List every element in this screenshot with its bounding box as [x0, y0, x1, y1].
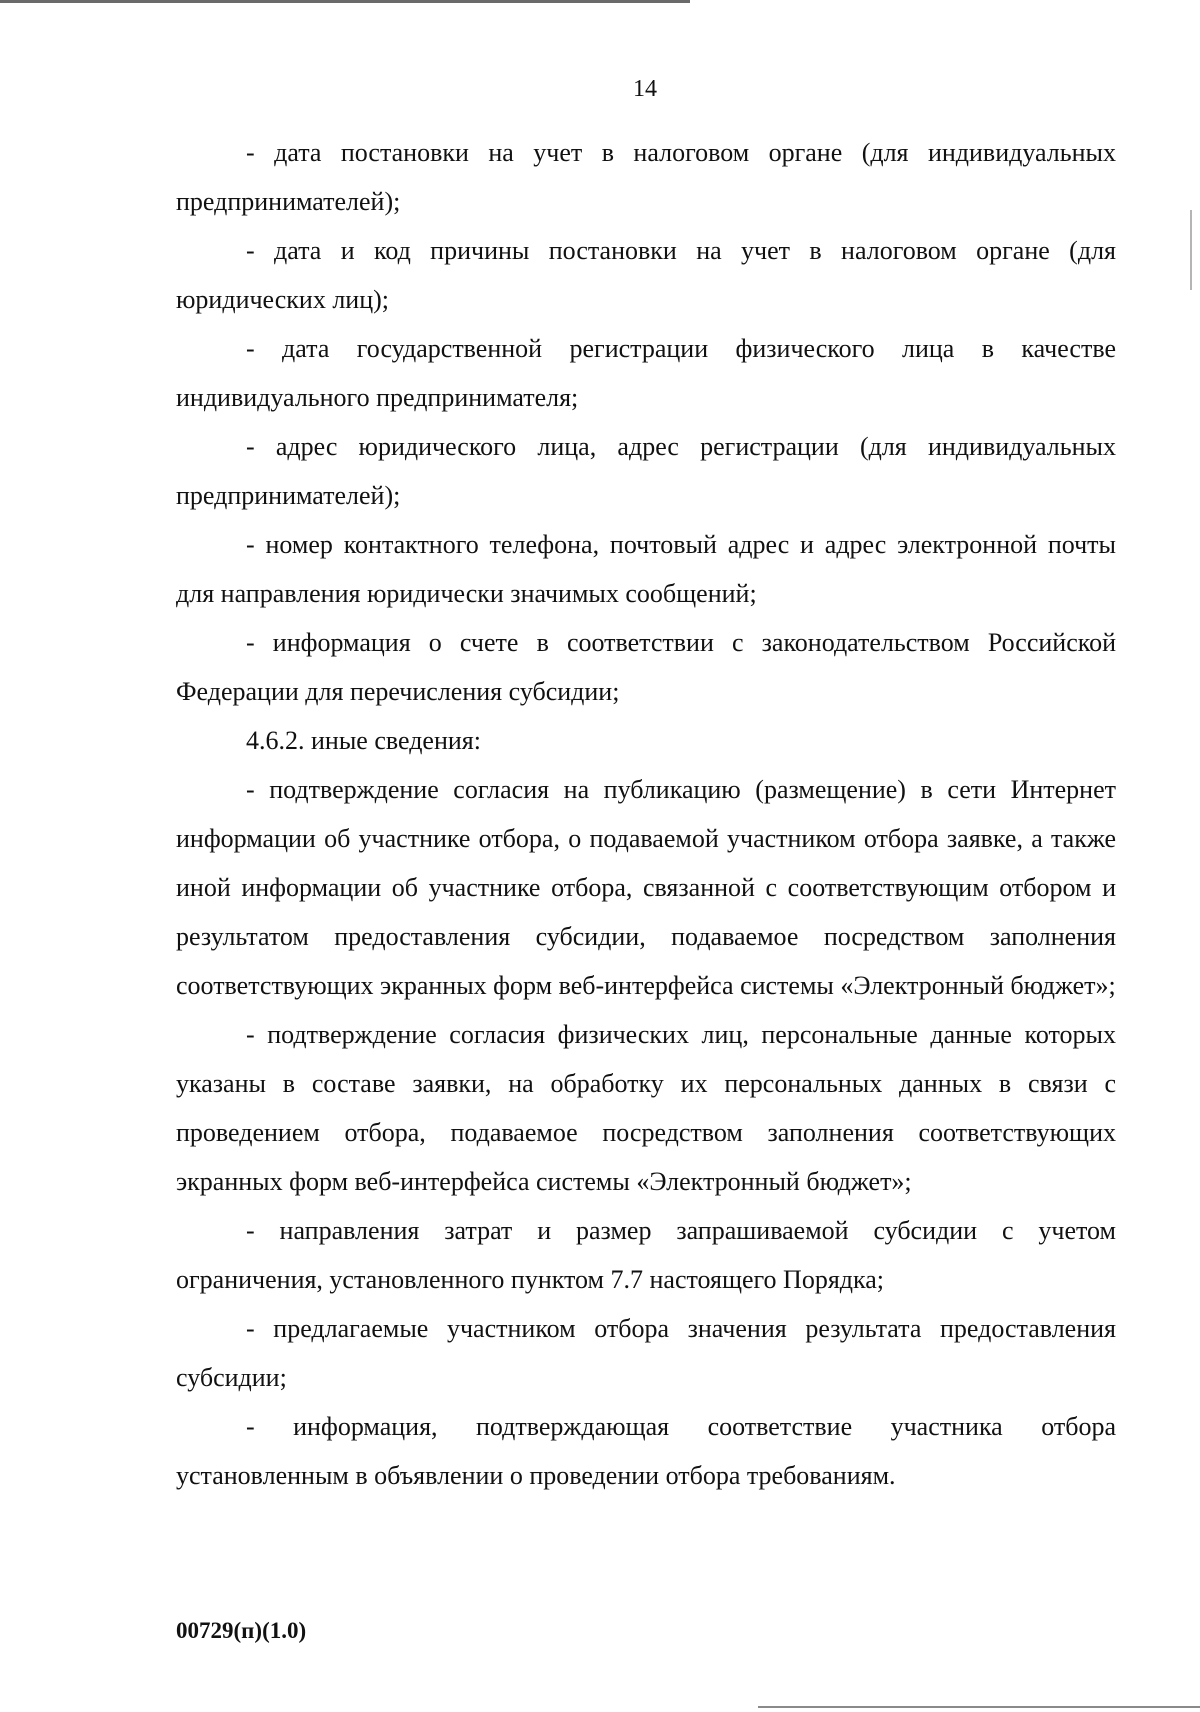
paragraph-tax-registration-date-ie: - дата постановки на учет в налоговом органе (для индивидуальных предпринимателей);: [176, 138, 1116, 216]
paragraph-publication-consent: - подтверждение согласия на публикацию (размещение) в сети Интернет информации об участнике отбора, о подаваемой участником отбора заявке, а также иной информации об участнике отбора, связанной с соответствующим отбором и результатом предоставления субсидии, подаваемое посредством заполнения соответствующих экранных форм веб-интерфейса системы «Электронный бюджет»;: [176, 775, 1116, 1000]
page-number: 14: [633, 76, 657, 102]
document-code: 00729(п)(1.0): [176, 1618, 307, 1643]
scan-edge-mark-right: [1190, 210, 1192, 290]
scan-edge-line-top: [0, 0, 690, 3]
paragraph-compliance-info: - информация, подтверждающая соответствие участника отбора установленным в объявлении о проведении отбора требованиям.: [176, 1412, 1116, 1490]
paragraph-address: - адрес юридического лица, адрес регистрации (для индивидуальных предпринимателей);: [176, 432, 1116, 510]
paragraph-state-registration-date: - дата государственной регистрации физического лица в качестве индивидуального предпринимателя;: [176, 334, 1116, 412]
paragraph-account-info: - информация о счете в соответствии с законодательством Российской Федерации для перечисления субсидии;: [176, 628, 1116, 706]
paragraph-contacts: - номер контактного телефона, почтовый адрес и адрес электронной почты для направления юридически значимых сообщений;: [176, 530, 1116, 608]
document-body: [176, 128, 1116, 1500]
paragraph-cost-directions: - направления затрат и размер запрашиваемой субсидии с учетом ограничения, установленного пунктом 7.7 настоящего Порядка;: [176, 1216, 1116, 1294]
scan-edge-line-bottom: [758, 1706, 1200, 1708]
paragraph-result-values: - предлагаемые участником отбора значения результата предоставления субсидии;: [176, 1314, 1116, 1392]
section-heading-4-6-2: 4.6.2. иные сведения:: [246, 726, 481, 755]
paragraph-personal-data-consent: - подтверждение согласия физических лиц, персональные данные которых указаны в составе заявки, на обработку их персональных данных в связи с проведением отбора, подаваемое посредством заполнения соответствующих экранных форм веб-интерфейса системы «Электронный бюджет»;: [176, 1020, 1116, 1196]
paragraph-tax-registration-date-legal: - дата и код причины постановки на учет в налоговом органе (для юридических лиц);: [176, 236, 1116, 314]
